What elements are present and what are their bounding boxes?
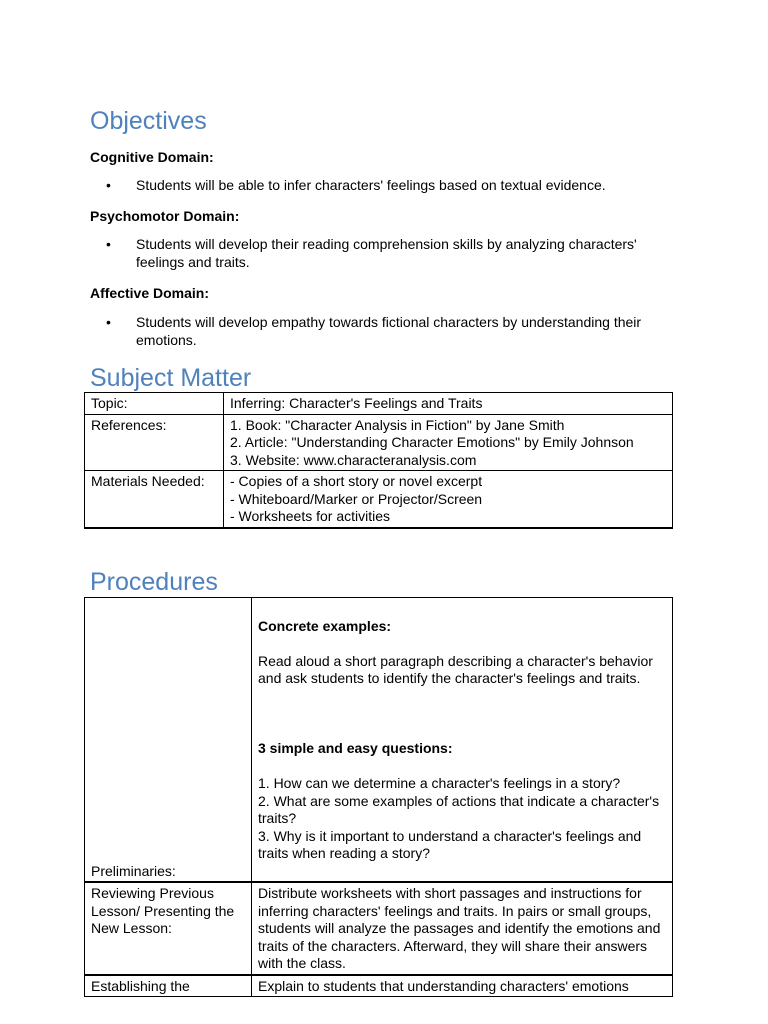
table-row xyxy=(85,414,673,471)
references-value: 1. Book: "Character Analysis in Fiction" by Jane Smith 2. Article: "Understanding Character Emotions" by Emily Johnson 3. Website: www.characteranalysis.com xyxy=(224,414,673,471)
cognitive-objective-text: Students will be able to infer characters' feelings based on textual evidence. xyxy=(136,177,606,193)
bullet-icon: • xyxy=(106,177,111,193)
topic-value: Inferring: Character's Feelings and Traits xyxy=(224,393,673,415)
table-row xyxy=(85,393,673,415)
cognitive-domain-label: Cognitive Domain: xyxy=(90,149,214,165)
materials-value: - Copies of a short story or novel excerpt - Whiteboard/Marker or Projector/Screen - Worksheets for activities xyxy=(224,471,673,528)
procedures-heading: Procedures xyxy=(90,568,218,596)
references-label: References: xyxy=(85,414,224,471)
questions-text: 1. How can we determine a character's feelings in a story? 2. What are some examples of actions that indicate a character's traits? 3. Why is it important to understand a character's feelings and traits when reading a story? xyxy=(258,775,660,861)
psychomotor-objective-text: Students will develop their reading comprehension skills by analyzing characters' feelings and traits. xyxy=(136,236,637,270)
affective-objective-text: Students will develop empathy towards fictional characters by understanding their emotions. xyxy=(136,314,642,348)
establishing-text: Explain to students that understanding characters' emotions xyxy=(252,975,673,997)
spacer xyxy=(258,705,666,723)
subject-matter-heading: Subject Matter xyxy=(90,364,252,392)
materials-label: Materials Needed: xyxy=(85,471,224,528)
bullet-icon: • xyxy=(106,314,111,330)
questions-heading: 3 simple and easy questions: xyxy=(258,740,453,756)
concrete-examples-heading: Concrete examples: xyxy=(258,617,392,634)
reviewing-label: Reviewing Previous Lesson/ Presenting the New Lesson: xyxy=(85,882,252,975)
bullet-icon: • xyxy=(106,236,111,252)
table-row xyxy=(85,882,673,975)
affective-domain-label: Affective Domain: xyxy=(90,285,210,301)
table-row xyxy=(85,471,673,528)
topic-label: Topic: xyxy=(85,393,224,415)
reviewing-text: Distribute worksheets with short passages and instructions for inferring characters' feelings and traits. In pairs or small groups, students will analyze the passages and identify the emotions and traits of the characters. Afterward, they will share their answers with the class. xyxy=(252,882,673,975)
establishing-label: Establishing the xyxy=(85,975,252,997)
procedures-table xyxy=(84,597,673,997)
objectives-heading: Objectives xyxy=(90,107,207,135)
table-row xyxy=(85,598,673,883)
preliminaries-content xyxy=(252,598,673,883)
table-row xyxy=(85,975,673,997)
subject-matter-table xyxy=(84,392,673,529)
psychomotor-domain-label: Psychomotor Domain: xyxy=(90,208,240,224)
concrete-examples-text: Read aloud a short paragraph describing a character's behavior and ask students to identify the character's feelings and traits. xyxy=(258,652,653,686)
preliminaries-label: Preliminaries: xyxy=(85,598,252,883)
